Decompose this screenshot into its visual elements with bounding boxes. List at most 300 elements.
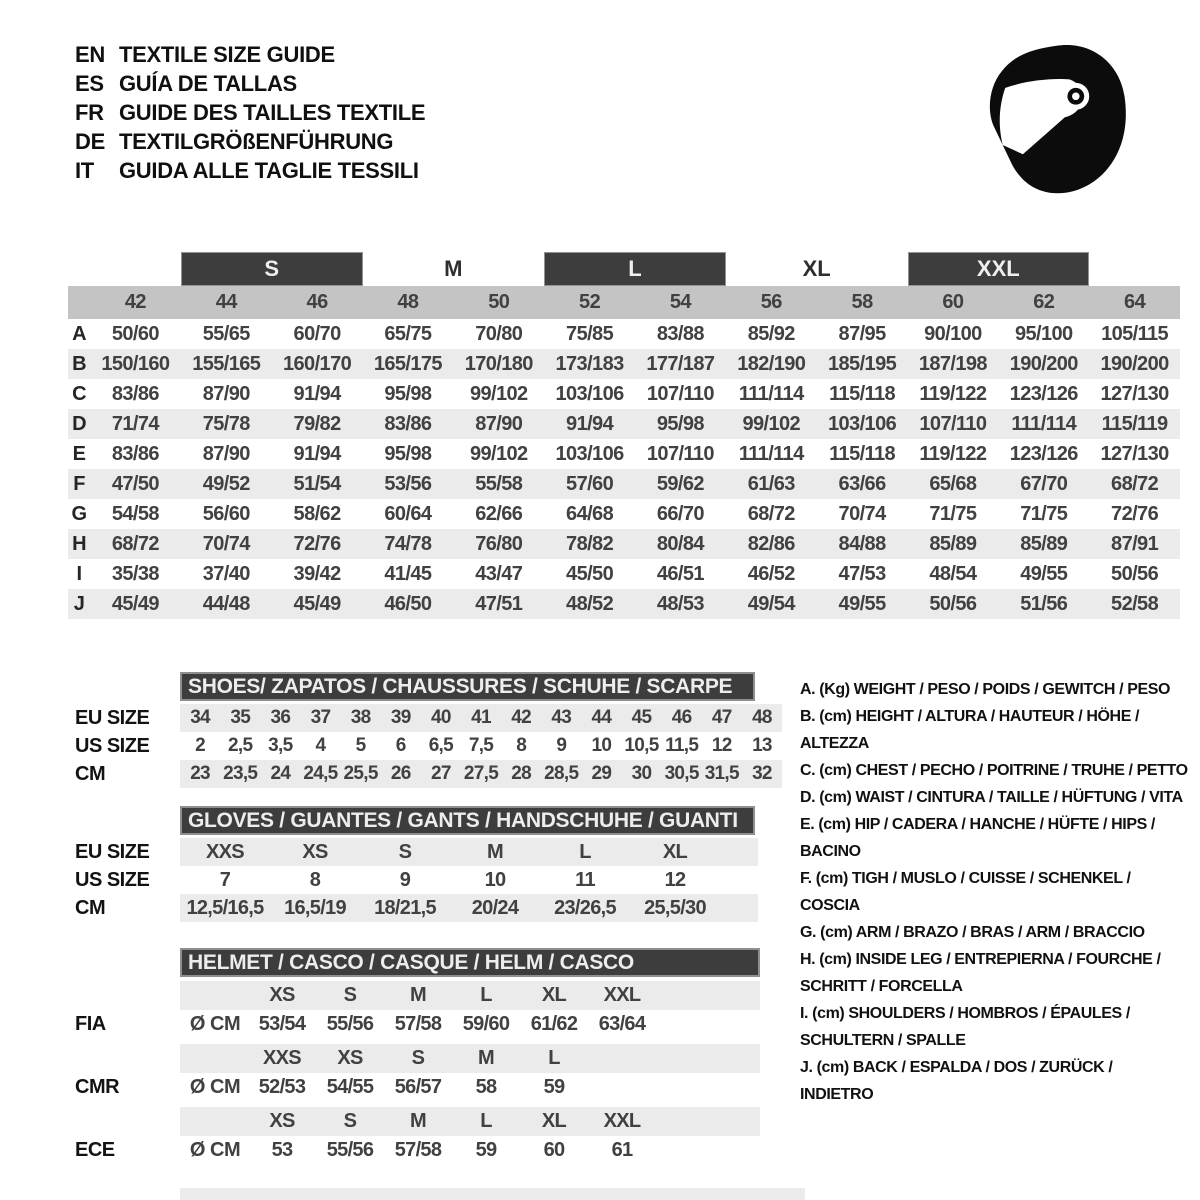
helmet-size-label: S [411, 1047, 425, 1069]
fia-diameter-unit: Ø CM [189, 1013, 241, 1035]
helmet-size-label: S [343, 984, 357, 1006]
language-code: FR [75, 99, 104, 125]
legend-item: H. (cm) INSIDE LEG / ENTREPIERNA / FOURCHE / SCHRITT / FORCELLA [800, 951, 1161, 995]
helmet-size-value: 52/53 [258, 1076, 306, 1098]
table-cell: 165/175 [373, 352, 442, 375]
language-row [75, 127, 425, 156]
table-cell: 60/64 [384, 502, 432, 525]
shoes-us-values [180, 732, 782, 760]
numeric-size: 60 [942, 291, 964, 313]
glove-size-value: 10 [484, 868, 506, 891]
table-cell: 119/122 [919, 442, 987, 465]
table-cell: 46/52 [747, 562, 795, 585]
table-cell: 46/50 [384, 592, 432, 615]
size-group-s: S [181, 252, 363, 286]
table-cell: 72/76 [1111, 502, 1159, 525]
helmet-size-label: L [548, 1047, 560, 1069]
numeric-size: 58 [851, 291, 873, 313]
cmr-standard-label: CMR [75, 1076, 120, 1098]
table-row [68, 469, 1180, 499]
fia-standard-label: FIA [75, 1013, 106, 1035]
table-cell: 50/56 [929, 592, 977, 615]
shoe-size-value: 41 [471, 707, 491, 728]
table-cell: 87/90 [475, 412, 523, 435]
row-label: J [73, 592, 85, 615]
shoe-size-value: 9 [556, 735, 567, 756]
table-cell: 48/54 [929, 562, 977, 585]
table-cell: 84/88 [838, 532, 886, 555]
table-cell: 63/66 [838, 472, 886, 495]
helmet-size-label: XXS [263, 1047, 301, 1069]
table-cell: 91/94 [293, 382, 341, 405]
table-cell: 91/94 [566, 412, 614, 435]
shoe-size-value: 32 [752, 763, 772, 784]
table-cell: 99/102 [469, 382, 528, 405]
table-cell: 150/160 [101, 352, 170, 375]
table-cell: 80/84 [656, 532, 704, 555]
guide-title: GUIDA ALLE TAGLIE TESSILI [119, 157, 419, 183]
size-group-l: L [544, 252, 726, 286]
numeric-size-row [68, 286, 1180, 319]
table-cell: 107/110 [919, 412, 987, 435]
helmet-cmr-values [248, 1073, 656, 1102]
table-cell: 107/110 [646, 382, 714, 405]
table-cell: 71/74 [111, 412, 159, 435]
table-cell: 91/94 [293, 442, 341, 465]
table-cell: 61/63 [747, 472, 795, 495]
shoe-size-value: 12 [711, 735, 732, 756]
helmet-size-label: L [480, 1110, 492, 1132]
gloves-eu-values [180, 838, 720, 866]
shoe-size-value: 44 [591, 707, 612, 728]
table-cell: 185/195 [828, 352, 897, 375]
table-cell: 123/126 [1009, 442, 1078, 465]
table-cell: 52/58 [1111, 592, 1159, 615]
numeric-size: 46 [306, 291, 328, 313]
gloves-us-values [180, 866, 720, 894]
helmet-size-label: M [410, 1110, 426, 1132]
helmet-section-header: HELMET / CASCO / CASQUE / HELM / CASCO [180, 948, 760, 977]
language-row [75, 69, 425, 98]
table-cell: 103/106 [555, 442, 624, 465]
gloves-section-header: GLOVES / GUANTES / GANTS / HANDSCHUHE / GUANTI [180, 806, 755, 835]
table-cell: 50/60 [111, 322, 159, 345]
table-cell: 85/89 [1020, 532, 1068, 555]
table-cell: 72/76 [293, 532, 341, 555]
table-cell: 79/82 [293, 412, 341, 435]
table-cell: 95/98 [384, 382, 432, 405]
table-cell: 103/106 [555, 382, 624, 405]
legend-item: C. (cm) CHEST / PECHO / POITRINE / TRUHE / PETTO [800, 762, 1188, 779]
table-cell: 56/60 [202, 502, 250, 525]
table-cell: 45/49 [293, 592, 341, 615]
row-label: A [72, 322, 86, 345]
shoe-size-value: 27 [430, 763, 451, 784]
shoe-size-value: 6 [395, 735, 406, 756]
table-cell: 53/56 [384, 472, 432, 495]
table-cell: 83/86 [384, 412, 432, 435]
helmet-size-label: M [478, 1047, 494, 1069]
table-cell: 75/85 [566, 322, 614, 345]
shoe-size-value: 23 [190, 763, 210, 784]
shoe-size-value: 40 [430, 707, 451, 728]
shoe-size-value: 27,5 [463, 763, 499, 784]
helmet-size-value: 58 [475, 1076, 497, 1098]
shoes-cm-label: CM [75, 762, 106, 785]
helmet-size-label: XL [541, 984, 567, 1006]
shoe-size-value: 45 [631, 707, 652, 728]
table-cell: 64/68 [566, 502, 614, 525]
shoe-size-value: 28 [511, 763, 531, 784]
table-cell: 103/106 [828, 412, 897, 435]
shoe-size-value: 28,5 [544, 763, 579, 784]
table-cell: 49/55 [838, 592, 886, 615]
helmet-fia-values [248, 1010, 656, 1039]
shoe-size-value: 30,5 [664, 763, 699, 784]
helmet-size-label: L [480, 984, 492, 1006]
table-cell: 123/126 [1009, 382, 1078, 405]
helmet-size-value: 59 [475, 1139, 497, 1161]
helmet-size-value: 53/54 [258, 1013, 306, 1035]
shoes-eu-size-label: EU SIZE [75, 706, 150, 729]
table-cell: 190/200 [1100, 352, 1169, 375]
legend-item: F. (cm) TIGH / MUSLO / CUISSE / SCHENKEL / COSCIA [800, 870, 1131, 914]
helmet-ece-values [248, 1136, 656, 1165]
language-row [75, 98, 425, 127]
helmet-size-label: XXL [603, 1110, 641, 1132]
table-cell: 67/70 [1020, 472, 1068, 495]
shoe-size-value: 36 [270, 707, 291, 728]
numeric-size: 42 [124, 291, 146, 313]
table-cell: 45/49 [111, 592, 159, 615]
shoe-size-value: 34 [190, 707, 210, 728]
glove-size-value: S [398, 840, 412, 863]
table-cell: 173/183 [555, 352, 624, 375]
helmet-size-value: 63/64 [598, 1013, 646, 1035]
ece-diameter-unit: Ø CM [189, 1139, 241, 1161]
shoe-size-value: 29 [591, 763, 612, 784]
guide-title: TEXTILGRÖßENFÜHRUNG [119, 128, 394, 154]
guide-title: TEXTILE SIZE GUIDE [119, 41, 335, 67]
table-cell: 49/55 [1020, 562, 1068, 585]
helmet-size-value: 57/58 [394, 1013, 442, 1035]
table-cell: 58/62 [293, 502, 341, 525]
shoe-size-value: 24,5 [303, 763, 338, 784]
glove-size-value: 16,5/19 [284, 896, 346, 919]
gloves-cm-label: CM [75, 896, 106, 919]
table-cell: 111/114 [738, 442, 804, 465]
table-cell: 45/50 [566, 562, 614, 585]
row-label: C [72, 382, 86, 405]
helmet-size-value: 61 [611, 1139, 633, 1161]
table-cell: 87/91 [1111, 532, 1159, 555]
table-cell: 47/50 [111, 472, 159, 495]
table-cell: 95/98 [384, 442, 432, 465]
shoe-size-value: 8 [516, 735, 527, 756]
helmet-size-label: S [343, 1110, 357, 1132]
table-cell: 87/90 [202, 382, 250, 405]
table-cell: 85/89 [929, 532, 977, 555]
shoes-cm-values [180, 760, 782, 788]
table-cell: 74/78 [384, 532, 432, 555]
glove-size-value: L [579, 840, 591, 863]
table-cell: 70/80 [475, 322, 523, 345]
table-cell: 59/62 [656, 472, 704, 495]
table-cell: 60/70 [293, 322, 341, 345]
row-stripe [180, 1188, 805, 1200]
table-cell: 68/72 [1111, 472, 1159, 495]
shoe-size-value: 13 [752, 735, 772, 756]
shoes-us-size-label: US SIZE [75, 734, 150, 757]
table-cell: 83/88 [656, 322, 704, 345]
table-cell: 54/58 [111, 502, 159, 525]
language-code: EN [75, 41, 105, 67]
helmet-size-value: 59 [543, 1076, 565, 1098]
measurement-legend [800, 676, 1188, 1108]
language-code: ES [75, 70, 104, 96]
helmet-size-value: 56/57 [394, 1076, 442, 1098]
numeric-size: 64 [1124, 291, 1146, 313]
language-code: IT [75, 157, 94, 183]
language-title-list [75, 40, 425, 185]
table-cell: 50/56 [1111, 562, 1159, 585]
table-cell: 49/52 [202, 472, 250, 495]
table-row [68, 499, 1180, 529]
table-cell: 182/190 [737, 352, 806, 375]
table-cell: 155/165 [192, 352, 261, 375]
table-cell: 71/75 [929, 502, 977, 525]
table-cell: 71/75 [1020, 502, 1068, 525]
table-row [68, 349, 1180, 379]
table-cell: 83/86 [111, 382, 159, 405]
table-row [68, 589, 1180, 619]
shoe-size-value: 48 [752, 707, 772, 728]
legend-item: A. (Kg) WEIGHT / PESO / POIDS / GEWITCH / PESO [800, 681, 1171, 698]
glove-size-value: XL [662, 840, 688, 863]
numeric-size: 56 [760, 291, 782, 313]
table-cell: 51/56 [1020, 592, 1068, 615]
table-cell: 65/75 [384, 322, 432, 345]
table-cell: 66/70 [656, 502, 704, 525]
shoe-size-value: 2 [195, 735, 205, 756]
table-cell: 82/86 [747, 532, 795, 555]
glove-size-value: 12 [664, 868, 686, 891]
helmet-size-label: XXL [603, 984, 641, 1006]
table-cell: 111/114 [738, 382, 804, 405]
table-cell: 41/45 [384, 562, 432, 585]
table-cell: 51/54 [293, 472, 341, 495]
shoe-size-value: 37 [310, 707, 331, 728]
shoe-size-value: 4 [315, 735, 326, 756]
table-cell: 177/187 [646, 352, 715, 375]
shoe-size-value: 31,5 [704, 763, 739, 784]
size-group-xxl: XXL [908, 252, 1090, 286]
shoes-eu-values [180, 704, 782, 732]
table-cell: 55/58 [475, 472, 523, 495]
helmet-size-value: 55/56 [326, 1139, 374, 1161]
helmet-size-label: XL [541, 1110, 567, 1132]
table-cell: 115/118 [829, 382, 896, 405]
shoe-size-value: 23,5 [223, 763, 258, 784]
table-cell: 37/40 [202, 562, 250, 585]
table-cell: 87/95 [838, 322, 886, 345]
shoe-size-value: 3,5 [268, 735, 293, 756]
table-cell: 115/119 [1101, 412, 1168, 435]
size-group-m: M [444, 256, 463, 281]
language-code: DE [75, 128, 105, 154]
shoe-size-value: 35 [230, 707, 251, 728]
table-cell: 65/68 [929, 472, 977, 495]
language-row [75, 40, 425, 69]
legend-item: B. (cm) HEIGHT / ALTURA / HAUTEUR / HÖHE / ALTEZZA [800, 708, 1140, 752]
glove-size-value: 23/26,5 [554, 896, 616, 919]
table-cell: 127/130 [1100, 442, 1169, 465]
helmet-size-value: 59/60 [462, 1013, 510, 1035]
table-cell: 75/78 [202, 412, 250, 435]
table-cell: 48/52 [566, 592, 614, 615]
cmr-diameter-unit: Ø CM [189, 1076, 241, 1098]
table-cell: 99/102 [469, 442, 528, 465]
table-cell: 49/54 [747, 592, 795, 615]
numeric-size: 52 [579, 291, 601, 313]
helmet-size-value: 54/55 [326, 1076, 374, 1098]
numeric-size: 50 [488, 291, 510, 313]
table-cell: 119/122 [919, 382, 987, 405]
row-label: B [72, 352, 86, 375]
size-group-header-row [68, 252, 1180, 286]
language-row [75, 156, 425, 185]
table-row [68, 529, 1180, 559]
helmet-size-value: 55/56 [326, 1013, 374, 1035]
glove-size-value: 12,5/16,5 [186, 896, 264, 919]
helmet-size-label: XS [337, 1047, 363, 1069]
table-cell: 95/100 [1014, 322, 1073, 345]
size-group-xl: XL [802, 256, 831, 281]
shoe-size-value: 38 [350, 707, 371, 728]
glove-size-value: 11 [575, 868, 595, 891]
table-row [68, 409, 1180, 439]
shoe-size-value: 39 [390, 707, 411, 728]
table-cell: 55/65 [202, 322, 250, 345]
glove-size-value: 18/21,5 [374, 896, 436, 919]
table-cell: 68/72 [111, 532, 159, 555]
numeric-size: 44 [215, 291, 237, 313]
table-cell: 70/74 [202, 532, 250, 555]
shoe-size-value: 24 [270, 763, 291, 784]
helmet-size-label: XS [269, 984, 295, 1006]
row-label: E [72, 442, 86, 465]
table-cell: 62/66 [475, 502, 523, 525]
shoe-size-value: 7,5 [468, 735, 494, 756]
helmet-fia-sizes [248, 981, 656, 1010]
shoe-size-value: 46 [671, 707, 692, 728]
glove-size-value: XS [302, 840, 328, 863]
table-cell: 83/86 [111, 442, 159, 465]
shoes-section-header: SHOES/ ZAPATOS / CHAUSSURES / SCHUHE / SCARPE [180, 672, 755, 701]
table-cell: 48/53 [656, 592, 704, 615]
shoe-size-value: 42 [511, 707, 531, 728]
table-row [68, 379, 1180, 409]
helmet-size-label: XS [269, 1110, 295, 1132]
row-label: H [72, 532, 86, 555]
shoe-size-value: 43 [551, 707, 572, 728]
numeric-size: 48 [397, 291, 419, 313]
glove-size-value: 20/24 [471, 896, 519, 919]
table-cell: 187/198 [918, 352, 987, 375]
guide-title: GUIDE DES TAILLES TEXTILE [119, 99, 426, 125]
shoe-size-value: 26 [390, 763, 411, 784]
table-cell: 115/118 [829, 442, 896, 465]
row-label: F [73, 472, 85, 495]
shoe-size-value: 30 [631, 763, 652, 784]
table-cell: 190/200 [1009, 352, 1078, 375]
table-cell: 46/51 [656, 562, 704, 585]
table-cell: 105/115 [1101, 322, 1169, 345]
table-cell: 95/98 [656, 412, 704, 435]
shoe-size-value: 2,5 [228, 735, 253, 756]
legend-item: G. (cm) ARM / BRAZO / BRAS / ARM / BRACCIO [800, 924, 1145, 941]
table-cell: 78/82 [566, 532, 614, 555]
table-row [68, 319, 1180, 349]
glove-size-value: 8 [309, 868, 321, 891]
table-row [68, 439, 1180, 469]
shoe-size-value: 25,5 [343, 763, 378, 784]
ece-standard-label: ECE [75, 1139, 115, 1161]
glove-size-value: XXS [206, 840, 244, 863]
helmet-size-label: M [410, 984, 426, 1006]
glove-size-value: 7 [219, 868, 231, 891]
helmet-ece-sizes [248, 1107, 656, 1136]
table-cell: 170/180 [464, 352, 533, 375]
table-cell: 85/92 [747, 322, 795, 345]
helmet-size-value: 60 [543, 1139, 565, 1161]
gloves-cm-values [180, 894, 720, 922]
table-cell: 160/170 [283, 352, 352, 375]
helmet-size-value: 61/62 [530, 1013, 578, 1035]
shoe-size-value: 47 [711, 707, 732, 728]
legend-item: I. (cm) SHOULDERS / HOMBROS / ÉPAULES / SCHULTERN / SPALLE [800, 1005, 1130, 1049]
helmet-cmr-sizes [248, 1044, 656, 1073]
table-cell: 35/38 [111, 562, 159, 585]
helmet-size-value: 57/58 [394, 1139, 442, 1161]
glove-size-value: 25,5/30 [644, 896, 706, 919]
guide-title: GUÍA DE TALLAS [119, 70, 297, 96]
table-cell: 107/110 [646, 442, 714, 465]
gloves-eu-size-label: EU SIZE [75, 840, 150, 863]
shoe-size-value: 11,5 [665, 735, 699, 756]
table-cell: 39/42 [293, 562, 341, 585]
legend-item: D. (cm) WAIST / CINTURA / TAILLE / HÜFTUNG / VITA [800, 789, 1183, 806]
shoe-size-value: 6,5 [428, 735, 454, 756]
glove-size-value: 9 [399, 868, 411, 891]
table-row [68, 559, 1180, 589]
shoe-size-value: 10,5 [624, 735, 659, 756]
table-cell: 47/53 [838, 562, 886, 585]
row-label: D [72, 412, 86, 435]
legend-item: E. (cm) HIP / CADERA / HANCHE / HÜFTE / HIPS / BACINO [800, 816, 1155, 860]
numeric-size: 54 [669, 291, 691, 313]
table-cell: 43/47 [475, 562, 523, 585]
table-cell: 76/80 [475, 532, 523, 555]
glove-size-value: M [487, 840, 503, 863]
table-cell: 47/51 [475, 592, 523, 615]
gloves-us-size-label: US SIZE [75, 868, 150, 891]
table-cell: 127/130 [1100, 382, 1169, 405]
table-cell: 70/74 [838, 502, 886, 525]
table-cell: 90/100 [924, 322, 982, 345]
legend-item: J. (cm) BACK / ESPALDA / DOS / ZURÜCK / INDIETRO [800, 1059, 1113, 1103]
row-label: I [76, 562, 82, 585]
